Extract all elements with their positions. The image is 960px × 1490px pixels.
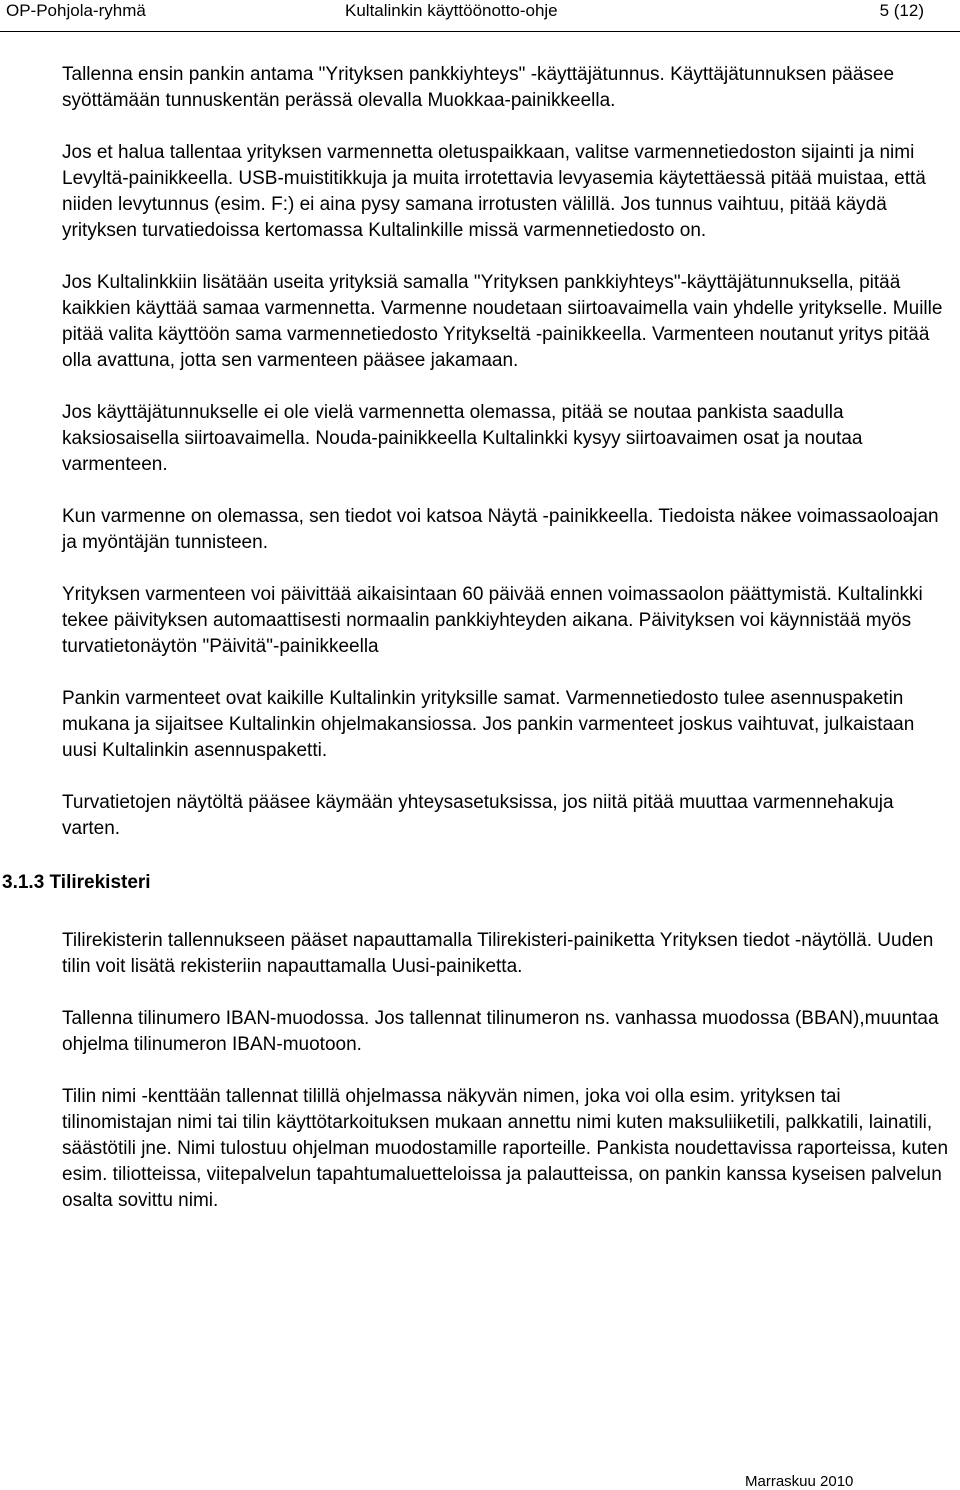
paragraph-fetch-certificate: Jos käyttäjätunnukselle ei ole vielä varmennetta olemassa, pitää se noutaa pankista saadulla kaksiosaisella siirtoavaimella. Nouda-painikkeella Kultalinkki kysyy siirtoavaimen osat ja noutaa varmenteen. — [62, 402, 863, 475]
company-name: OP-Pohjola-ryhmä — [6, 1, 146, 20]
page-header — [0, 0, 960, 22]
document-title: Kultalinkin käyttöönotto-ohje — [345, 1, 558, 20]
paragraph-multiple-companies: Jos Kultalinkkiin lisätään useita yrityksiä samalla "Yrityksen pankkiyhteys"-käyttäjätunnuksella, pitää kaikkien käyttää samaa varmennetta. Varmenne noudetaan siirtoavaimella vain yhdelle yritykselle. Muille pitää valita käyttöön sama varmennetiedosto Yritykseltä -painikkeella. Varmenteen noutanut yritys pitää olla avattuna, jotta sen varmenteen pääsee jakamaan. — [62, 272, 943, 371]
footer-date: Marraskuu 2010 — [745, 1473, 854, 1490]
section-heading: 3.1.3 Tilirekisteri — [2, 872, 151, 893]
document-body — [2, 62, 954, 1240]
paragraph-connection-settings: Turvatietojen näytöltä pääsee käymään yhteysasetuksissa, jos niitä pitää muuttaa varmennehakuja varten. — [62, 792, 894, 839]
paragraph-iban-format: Tallenna tilinumero IBAN-muodossa. Jos tallennat tilinumeron ns. vanhassa muodossa (BBAN),muuntaa ohjelma tilinumeron IBAN-muotoon. — [62, 1008, 939, 1055]
paragraph-username: Tallenna ensin pankin antama "Yrityksen pankkiyhteys" -käyttäjätunnus. Käyttäjätunnuksen pääsee syöttämään tunnuskentän perässä olevalla Muokkaa-painikkeella. — [62, 64, 895, 111]
header-divider — [0, 31, 960, 32]
paragraph-account-register: Tilirekisterin tallennukseen pääset napauttamalla Tilirekisteri-painiketta Yrityksen tiedot -näytöllä. Uuden tilin voit lisätä rekisteriin napauttamalla Uusi-painiketta. — [62, 930, 934, 977]
paragraph-certificate-location: Jos et halua tallentaa yrityksen varmennetta oletuspaikkaan, valitse varmennetiedoston sijainti ja nimi Levyltä-painikkeella. USB-muistitikkuja ja muita irrotettavia levyasemia käytettäessä pitää muistaa, että niiden levytunnus (esim. F:) ei aina pysy samana irrotusten välillä. Jos tunnus vaihtuu, pitää käydä yrityksen turvatiedoissa kertomassa Kultalinkille missä varmennetiedosto on. — [62, 142, 926, 241]
paragraph-renew-certificate: Yrityksen varmenteen voi päivittää aikaisintaan 60 päivää ennen voimassaolon päättymistä. Kultalinkki tekee päivityksen automaattisesti normaalin pankkiyhteyden aikana. Päivityksen voi käynnistää myös turvatietonäytön "Päivitä"-painikkeella — [62, 584, 923, 657]
paragraph-view-certificate: Kun varmenne on olemassa, sen tiedot voi katsoa Näytä -painikkeella. Tiedoista näkee voimassaoloajan ja myöntäjän tunnisteen. — [62, 506, 939, 553]
paragraph-account-name: Tilin nimi -kenttään tallennat tilillä ohjelmassa näkyvän nimen, joka voi olla esim. yrityksen tai tilinomistajan nimi tai tilin käyttötarkoituksen mukaan annettu nimi kuten maksuliiketili, palkkatili, lainatili, säästötili jne. Nimi tulostuu ohjelman muodostamille raporteille. Pankista noudettavissa raporteissa, kuten esim. tiliotteissa, viitepalvelun tapahtumaluetteloissa ja palautteissa, on pankin kanssa kyseisen palvelun osalta sovittu nimi. — [62, 1086, 949, 1211]
page-indicator: 5 (12) — [879, 1, 924, 20]
paragraph-bank-certificates: Pankin varmenteet ovat kaikille Kultalinkin yrityksille samat. Varmennetiedosto tulee asennuspaketin mukana ja sijaitsee Kultalinkin ohjelmakansiossa. Jos pankin varmenteet joskus vaihtuvat, julkaistaan uusi Kultalinkin asennuspaketti. — [62, 688, 915, 761]
